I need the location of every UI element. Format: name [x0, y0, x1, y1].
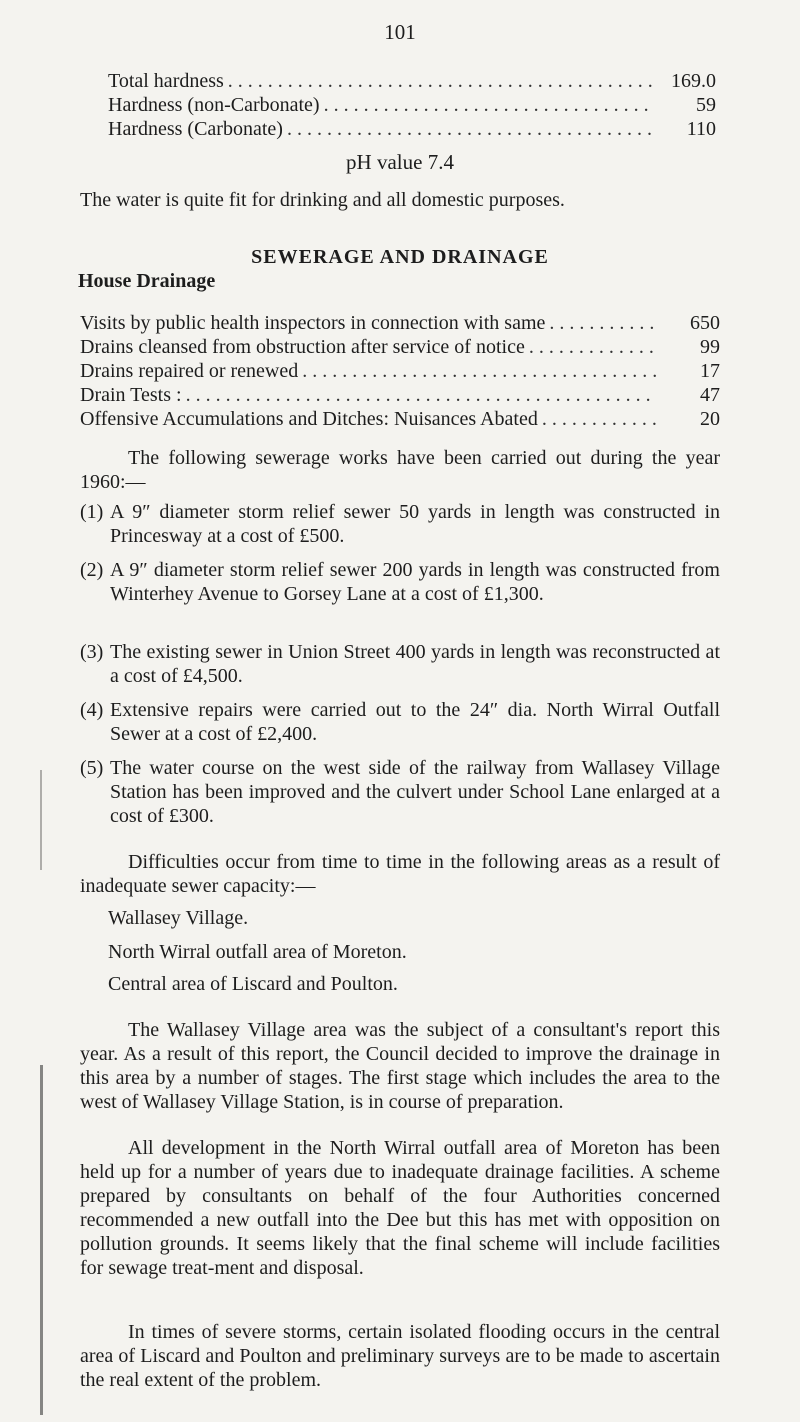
- paragraph-development: All development in the North Wirral outfall area of Moreton has been held up for a number of years due to inadequate drainage facilities. A scheme prepared by consultants on behalf of the four Authorities concerned recommended a new outfall into the Dee but this has met with opposition on pollution grounds. It seems likely that the final scheme will include facilities for sewage treat-ment and disposal.: [80, 1137, 720, 1279]
- hardness-label: Total hardness: [108, 70, 224, 92]
- stat-value: 99: [700, 336, 720, 358]
- hardness-label: Hardness (Carbonate): [108, 118, 283, 140]
- item-number: (4): [80, 699, 104, 721]
- subsection-title: House Drainage: [78, 270, 216, 292]
- works-item: [80, 698, 720, 746]
- works-item: [80, 640, 720, 688]
- problem-area: Central area of Liscard and Poulton.: [108, 973, 398, 995]
- binding-shadow: [40, 770, 42, 870]
- hardness-value: 110: [686, 118, 716, 140]
- item-text: The water course on the west side of the railway from Wallasey Village Station has been improved and the culvert under School Lane enlarged at a cost of £300.: [110, 757, 720, 827]
- works-item: [80, 558, 720, 606]
- stat-value: 47: [700, 384, 720, 406]
- item-number: (3): [80, 641, 104, 663]
- drainage-stat-row: [80, 310, 720, 336]
- works-intro: The following sewerage works have been carried out during the year 1960:—: [80, 447, 720, 493]
- hardness-label: Hardness (non-Carbonate): [108, 94, 320, 116]
- page-number: 101: [384, 20, 416, 44]
- problem-area: Wallasey Village.: [108, 907, 249, 929]
- problem-area: North Wirral outfall area of Moreton.: [108, 941, 407, 963]
- item-number: (2): [80, 559, 104, 581]
- item-text: A 9″ diameter storm relief sewer 200 yards in length was constructed from Winterhey Avenue to Gorsey Lane at a cost of £1,300.: [110, 559, 720, 605]
- item-number: (5): [80, 757, 104, 779]
- binding-edge: [40, 1065, 43, 1415]
- stat-label: Visits by public health inspectors in connection with same: [80, 312, 546, 334]
- stat-label: Drains cleansed from obstruction after service of notice: [80, 336, 525, 358]
- works-item: [80, 756, 720, 828]
- item-text: Extensive repairs were carried out to the 24″ dia. North Wirral Outfall Sewer at a cost of £2,400.: [110, 699, 720, 745]
- drainage-stat-row: [80, 382, 720, 408]
- item-text: A 9″ diameter storm relief sewer 50 yards in length was constructed in Princesway at a cost of £500.: [110, 501, 720, 547]
- ph-value: pH value 7.4: [346, 150, 454, 174]
- paragraph-wallasey: The Wallasey Village area was the subject of a consultant's report this year. As a result of this report, the Council decided to improve the drainage in this area by a number of stages. The first stage which includes the area to the west of Wallasey Village Station, is in course of preparation.: [80, 1019, 720, 1113]
- stat-label: Drains repaired or renewed: [80, 360, 299, 382]
- stat-label: Drain Tests :: [80, 384, 182, 406]
- hardness-value: 59: [696, 94, 716, 116]
- stat-value: 17: [700, 360, 720, 382]
- stat-value: 20: [700, 408, 720, 430]
- hardness-row: [108, 92, 716, 118]
- drainage-stat-row: [80, 334, 720, 360]
- water-fit-statement: The water is quite fit for drinking and all domestic purposes.: [80, 189, 565, 211]
- drainage-stat-row: [80, 406, 720, 432]
- item-text: The existing sewer in Union Street 400 yards in length was reconstructed at a cost of £4,500.: [110, 641, 720, 687]
- hardness-value: 169.0: [671, 70, 716, 92]
- drainage-stat-row: [80, 358, 720, 384]
- stat-value: 650: [690, 312, 720, 334]
- paragraph-storms: In times of severe storms, certain isolated flooding occurs in the central area of Liscard and Poulton and preliminary surveys are to be made to ascertain the real extent of the problem.: [80, 1321, 720, 1391]
- section-title: SEWERAGE AND DRAINAGE: [251, 246, 549, 268]
- hardness-row: [108, 116, 716, 142]
- item-number: (1): [80, 501, 104, 523]
- difficulties-intro: Difficulties occur from time to time in the following areas as a result of inadequate sewer capacity:—: [80, 851, 720, 897]
- hardness-row: [108, 68, 716, 94]
- stat-label: Offensive Accumulations and Ditches: Nuisances Abated: [80, 408, 538, 430]
- works-item: [80, 500, 720, 548]
